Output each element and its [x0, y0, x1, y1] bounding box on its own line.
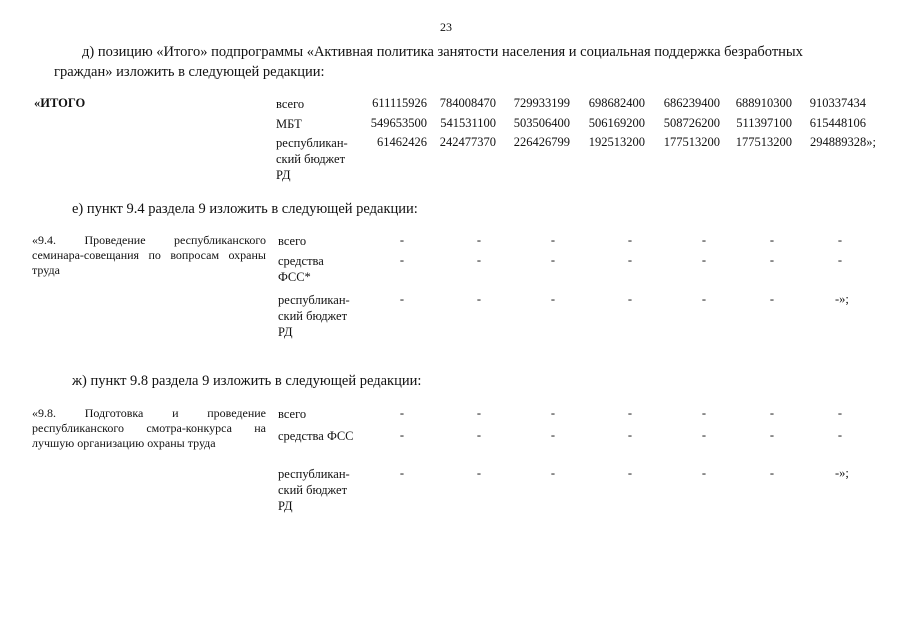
item-98-value-r2-c4: - [627, 428, 633, 442]
item-98-value-r2-c3: - [550, 428, 556, 442]
item-98-value-r2-c5: - [701, 428, 707, 442]
itogo-value-r2-c4: 506169200 [588, 116, 645, 130]
itogo-value-r3-c6: 177513200 [735, 135, 792, 149]
item-94-value-r2-c6: - [769, 253, 775, 267]
item-94-value-r1-c4: - [627, 233, 633, 247]
item-98-value-r1-c5: - [701, 406, 707, 420]
item-94-value-r3-c5: - [701, 292, 707, 306]
itogo-label: «ИТОГО [34, 96, 86, 110]
itogo-value-r1-c3: 729933199 [513, 96, 570, 110]
item-94-type-fss: средства ФСС* [278, 254, 324, 284]
itogo-type-republican: республикан-ский бюджет РД [276, 136, 348, 182]
item-98-value-r2-c1: - [399, 428, 405, 442]
item-94-value-r3-c4: - [627, 292, 633, 306]
item-98-value-r2-c2: - [476, 428, 482, 442]
intro-d-line1: д) позицию «Итого» подпрограммы «Активная политика занятости населения и социальная поддержка безработных [82, 44, 803, 60]
item-94-type-republican: республикан-ский бюджет РД [278, 293, 350, 339]
itogo-value-r2-c1: 549653500 [370, 116, 427, 130]
item-94-value-r2-c2: - [476, 253, 482, 267]
item-98-value-r3-c1: - [399, 466, 405, 480]
item-94-label: «9.4. Проведение республиканского семинара-совещания по вопросам охраны труда [32, 233, 266, 277]
item-98-value-r3-c7: -»; [835, 466, 849, 480]
item-98-value-r3-c3: - [550, 466, 556, 480]
item-94-value-r1-c7: - [837, 233, 843, 247]
itogo-value-r1-c6: 688910300 [735, 96, 792, 110]
intro-e: е) пункт 9.4 раздела 9 изложить в следующей редакции: [72, 201, 418, 217]
item-98-value-r3-c6: - [769, 466, 775, 480]
item-94-value-r1-c5: - [701, 233, 707, 247]
item-94-value-r1-c1: - [399, 233, 405, 247]
itogo-value-r2-c2: 541531100 [440, 116, 496, 130]
item-98-value-r2-c7: - [837, 428, 843, 442]
item-94-value-r2-c7: - [837, 253, 843, 267]
itogo-value-r1-c5: 686239400 [663, 96, 720, 110]
item-94-value-r2-c3: - [550, 253, 556, 267]
intro-d-line2: граждан» изложить в следующей редакции: [54, 64, 325, 80]
item-98-value-r1-c1: - [399, 406, 405, 420]
itogo-value-r3-c2: 242477370 [439, 135, 496, 149]
item-94-value-r3-c7: -»; [835, 292, 849, 306]
item-98-value-r3-c5: - [701, 466, 707, 480]
itogo-type-total: всего [276, 97, 305, 111]
item-98-value-r1-c3: - [550, 406, 556, 420]
intro-zh: ж) пункт 9.8 раздела 9 изложить в следующей редакции: [72, 373, 422, 389]
item-98-value-r2-c6: - [769, 428, 775, 442]
itogo-value-r2-c7: 615448106 [809, 116, 866, 130]
item-98-type-fss: средства ФСС [278, 429, 354, 443]
itogo-value-r1-c4: 698682400 [588, 96, 645, 110]
item-94-value-r1-c2: - [476, 233, 482, 247]
itogo-value-r3-c7: 294889328»; [810, 135, 876, 149]
itogo-value-r3-c4: 192513200 [588, 135, 645, 149]
item-94-value-r1-c3: - [550, 233, 556, 247]
item-98-type-republican: республикан-ский бюджет РД [278, 467, 350, 513]
item-98-label: «9.8. Подготовка и проведение республиканского смотра-конкурса на лучшую организацию охраны труда [32, 406, 266, 450]
item-94-value-r1-c6: - [769, 233, 775, 247]
item-94-value-r3-c1: - [399, 292, 405, 306]
item-98-type-total: всего [278, 407, 307, 421]
item-98-value-r1-c6: - [769, 406, 775, 420]
item-94-value-r2-c4: - [627, 253, 633, 267]
itogo-value-r2-c3: 503506400 [513, 116, 570, 130]
item-98-value-r3-c4: - [627, 466, 633, 480]
item-94-value-r3-c6: - [769, 292, 775, 306]
item-98-value-r1-c4: - [627, 406, 633, 420]
itogo-value-r2-c5: 508726200 [663, 116, 720, 130]
item-98-value-r1-c2: - [476, 406, 482, 420]
itogo-value-r3-c3: 226426799 [513, 135, 570, 149]
itogo-value-r1-c7: 910337434 [809, 96, 866, 110]
itogo-value-r1-c1: 611115926 [372, 96, 427, 110]
item-94-value-r2-c5: - [701, 253, 707, 267]
item-94-value-r3-c2: - [476, 292, 482, 306]
item-94-value-r3-c3: - [550, 292, 556, 306]
item-94-type-total: всего [278, 234, 307, 248]
item-98-value-r1-c7: - [837, 406, 843, 420]
itogo-value-r3-c5: 177513200 [663, 135, 720, 149]
itogo-value-r3-c1: 61462426 [377, 135, 427, 149]
page-number: 23 [440, 20, 452, 34]
item-94-value-r2-c1: - [399, 253, 405, 267]
itogo-value-r2-c6: 511397100 [736, 116, 792, 130]
itogo-type-mbt: МБТ [276, 117, 302, 131]
item-98-value-r3-c2: - [476, 466, 482, 480]
itogo-value-r1-c2: 784008470 [439, 96, 496, 110]
